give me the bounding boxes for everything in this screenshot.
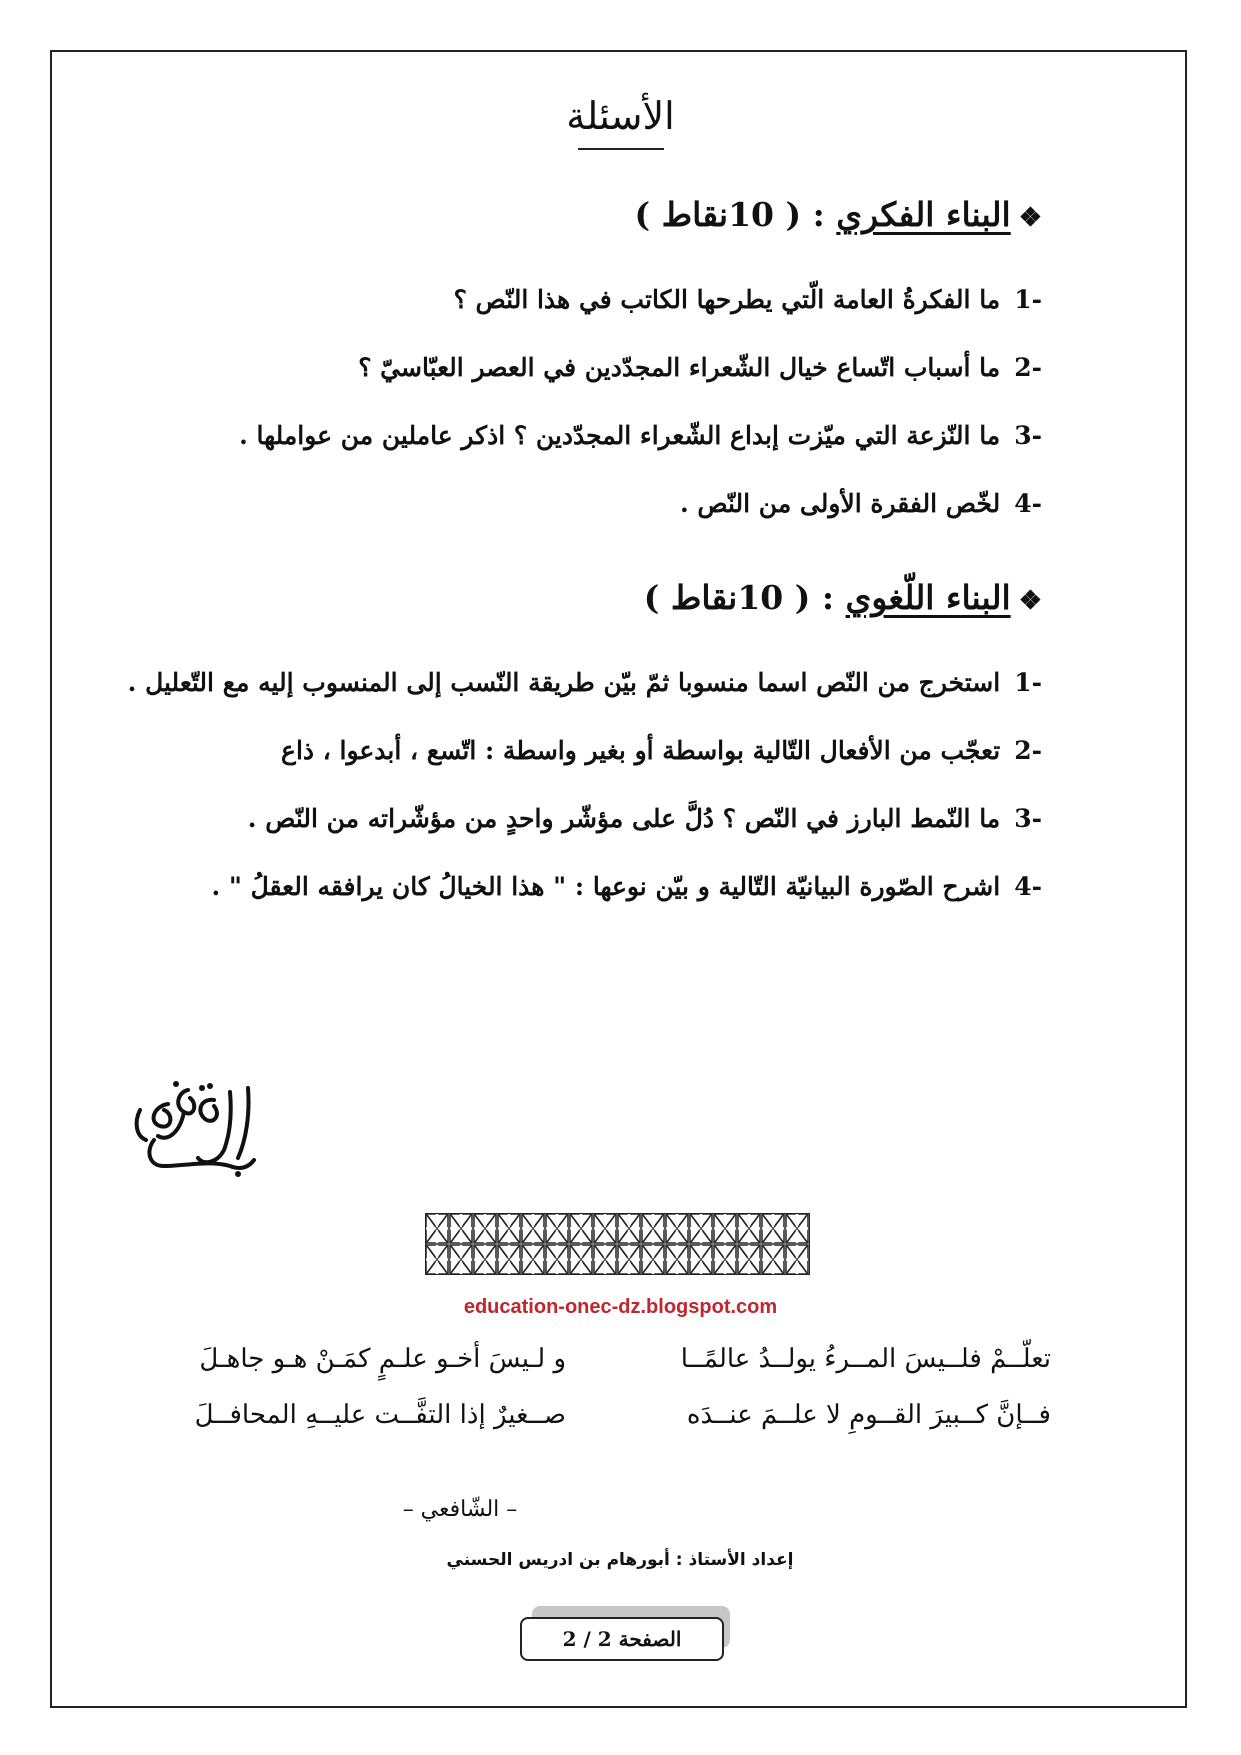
question-number: -2 [1014, 736, 1042, 765]
poem-verse-1-first-hemistich: تعلّــمْ فلــيسَ المــرءُ يولــدُ عالمًــا [680, 1344, 1051, 1374]
question-number: -1 [1014, 668, 1042, 697]
question-text: ما أسباب اتّساع خيال الشّعراء المجدّدين في العصر العبّاسيّ ؟ [358, 353, 1001, 382]
question-text: اشرح الصّورة البيانيّة التّالية و بيّن نوعها : " هذا الخيالُ كان يرافقه العقلُ " . [211, 872, 1001, 901]
question-text: لخّص الفقرة الأولى من النّص . [679, 489, 1001, 518]
question-number: -2 [1014, 353, 1042, 382]
title-underline [578, 148, 664, 150]
calligraphy-signature-icon [118, 1070, 278, 1180]
question-item [358, 350, 1042, 386]
prepared-by: إعداد الأستاذ : أبورهام بن ادريس الحسني [446, 1550, 794, 1570]
question-item [680, 486, 1042, 522]
diamond-bullet-icon: ❖ [1018, 203, 1042, 233]
poet-name: – الشّافعي – [402, 1497, 518, 1522]
question-number: -3 [1014, 421, 1042, 450]
section-name: البناء الفكري [836, 195, 1011, 234]
section-heading-intellectual [635, 195, 1042, 234]
question-text: ما النّمط البارز في النّص ؟ دُلَّ على مؤشّر واحدٍ من مؤشّراته من النّص . [247, 804, 1001, 833]
section-points: : ( 10نقاط ) [634, 195, 825, 234]
question-item [128, 665, 1042, 701]
question-text: ما الفكرةُ العامة الّتي يطرحها الكاتب في هذا النّص ؟ [453, 285, 1001, 314]
question-number: -4 [1014, 872, 1042, 901]
question-number: -1 [1014, 285, 1042, 314]
section-name: البناء اللّغوي [845, 578, 1011, 617]
question-item [281, 733, 1042, 769]
poem-verse-2-first-hemistich: فــإنَّ كــبيرَ القــومِ لا علــمَ عنــدَه [686, 1400, 1051, 1430]
question-text: ما النّزعة التي ميّزت إبداع الشّعراء المجدّدين ؟ اذكر عاملين من عواملها . [239, 421, 1001, 450]
knot-ornament-icon [425, 1213, 810, 1275]
question-item [211, 869, 1042, 905]
poem-verse-1-second-hemistich: و لـيسَ أخـو علـمٍ كمَـنْ هـو جاهـلَ [199, 1344, 566, 1374]
section-heading-linguistic [644, 578, 1042, 617]
question-number: -4 [1014, 489, 1042, 518]
page-title: الأسئلة [566, 94, 675, 138]
diamond-bullet-icon: ❖ [1018, 586, 1042, 616]
website-link[interactable]: education-onec-dz.blogspot.com [463, 1296, 778, 1318]
section-points: : ( 10نقاط ) [643, 578, 835, 617]
question-number: -3 [1014, 804, 1042, 833]
page-number: الصفحة 2 / 2 [520, 1617, 724, 1661]
question-text: استخرج من النّص اسما منسوبا ثمّ بيّن طريقة النّسب إلى المنسوب إليه مع التّعليل . [127, 668, 1001, 697]
question-item [239, 418, 1042, 454]
question-text: تعجّب من الأفعال التّالية بواسطة أو بغير واسطة : اتّسع ، أبدعوا ، ذاع [281, 736, 1001, 765]
question-item [454, 282, 1042, 318]
question-item [248, 801, 1042, 837]
poem-verse-2-second-hemistich: صــغيرٌ إذا التفَّــت عليــهِ المحافــلَ [194, 1400, 566, 1430]
